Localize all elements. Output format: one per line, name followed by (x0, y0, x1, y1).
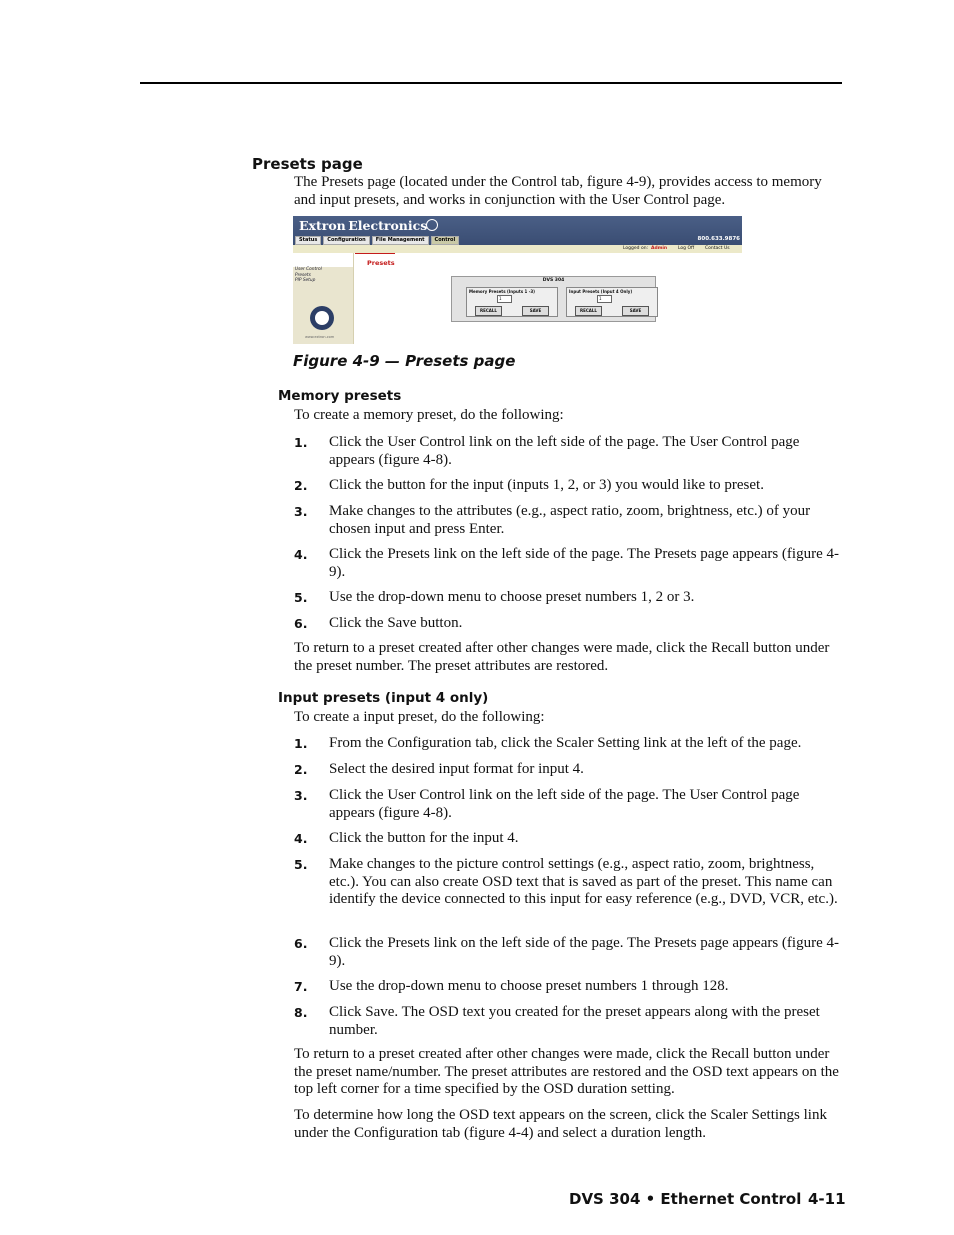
contact-us-link[interactable]: Contact Us (705, 246, 730, 251)
figure-status-bar (293, 245, 742, 253)
memory-recall-button[interactable]: RECALL (475, 306, 502, 316)
step-number: 3. (294, 504, 308, 519)
figure-page-title: Presets (367, 259, 395, 267)
input-step (294, 735, 844, 753)
step-text: Click Save. The OSD text you created for the preset appears along with the preset number. (329, 1004, 820, 1038)
input-presets-heading: Input presets (input 4 only) (278, 690, 489, 706)
figure-tabs (295, 236, 459, 245)
tab-control[interactable]: Control (431, 236, 460, 245)
step-number: 8. (294, 1005, 308, 1020)
logged-on-user: Admin (651, 246, 668, 251)
step-number: 6. (294, 616, 308, 631)
step-text: Click the Save button. (329, 615, 463, 631)
step-text: Select the desired input format for input 4. (329, 761, 584, 777)
memory-presets-group (466, 287, 558, 317)
memory-presets-heading: Memory presets (278, 388, 402, 404)
tab-configuration[interactable]: Configuration (323, 236, 369, 245)
step-text: Click the User Control link on the left side of the page. The User Control page appears (figure 4-8). (329, 434, 800, 468)
memory-presets-label: Memory Presets (Inputs 1 -3) (469, 289, 535, 294)
memory-step (294, 503, 844, 538)
step-text: Click the Presets link on the left side of the page. The Presets page appears (figure 4-9). (329, 935, 839, 969)
figure-phone: 800.633.9876 (697, 236, 740, 242)
memory-step (294, 615, 844, 633)
input-step (294, 935, 844, 970)
memory-intro: To create a memory preset, do the following: (294, 407, 564, 423)
step-number: 1. (294, 736, 308, 751)
step-text: Use the drop-down menu to choose preset numbers 1, 2 or 3. (329, 589, 695, 605)
figure-banner (293, 216, 742, 245)
memory-step (294, 546, 844, 581)
input-step (294, 761, 844, 779)
memory-save-button[interactable]: SAVE (522, 306, 549, 316)
step-text: Click the Presets link on the left side of the page. The Presets page appears (figure 4-9). (329, 546, 839, 580)
section-title: Presets page (252, 155, 363, 173)
input-save-button[interactable]: SAVE (622, 306, 649, 316)
intro-paragraph: The Presets page (located under the Control tab, figure 4-9), provides access to memory and input presets, and works in conjunction with the User Control page. (294, 174, 822, 208)
tab-status[interactable]: Status (295, 236, 321, 245)
presets-page-figure (293, 216, 742, 344)
step-text: Click the User Control link on the left side of the page. The User Control page appears (figure 4-8). (329, 787, 800, 821)
input-step (294, 787, 844, 822)
step-text: Make changes to the picture control settings (e.g., aspect ratio, zoom, brightness, etc.). You can also create OSD text that is saved as part of the preset. This name can identify the device connected to this input for easy reference (e.g., DVD, VCR, etc.). (329, 856, 838, 908)
step-number: 2. (294, 762, 308, 777)
input-presets-group (566, 287, 658, 317)
input-outro-duration: To determine how long the OSD text appears on the screen, click the Scaler Settings link under the Configuration tab (figure 4-4) and select a duration length. (294, 1107, 827, 1141)
website-url: www.extron.com (305, 335, 335, 339)
input-outro-recall: To return to a preset created after other changes were made, click the Recall button under the preset name/number. The preset attributes are restored and the OSD text appears on the top left corner for a time specified by the OSD duration setting. (294, 1046, 839, 1098)
step-text: Click the button for the input (inputs 1, 2, or 3) you would like to preset. (329, 477, 764, 493)
step-number: 2. (294, 478, 308, 493)
title-underline (355, 253, 395, 254)
step-number: 7. (294, 979, 308, 994)
step-number: 1. (294, 435, 308, 450)
step-number: 6. (294, 936, 308, 951)
memory-step (294, 434, 844, 469)
sidebar-item-user-control[interactable]: User Control (295, 267, 322, 272)
figure-caption: Figure 4-9 — Presets page (293, 352, 516, 370)
step-number: 5. (294, 857, 308, 872)
memory-step (294, 589, 844, 607)
step-text: Click the button for the input 4. (329, 830, 519, 846)
input-step (294, 856, 844, 909)
logged-on-label: Logged on: (623, 246, 649, 251)
sidebar-item-presets[interactable]: Presets (295, 272, 311, 278)
footer-page-number: 4-11 (808, 1190, 846, 1208)
input-step (294, 978, 844, 996)
header-rule (140, 82, 842, 84)
input-recall-button[interactable]: RECALL (575, 306, 602, 316)
input-step (294, 1004, 844, 1039)
log-off-link[interactable]: Log Off (678, 246, 695, 251)
step-number: 4. (294, 831, 308, 846)
step-text: Use the drop-down menu to choose preset numbers 1 through 128. (329, 978, 729, 994)
step-number: 4. (294, 547, 308, 562)
step-text: From the Configuration tab, click the Scaler Setting link at the left of the page. (329, 735, 802, 751)
extron-logo-icon-large (310, 306, 334, 330)
footer-doc-title: DVS 304 • Ethernet Control (569, 1190, 802, 1208)
sidebar-item-pip-setup[interactable]: PIP Setup (295, 278, 316, 283)
step-number: 5. (294, 590, 308, 605)
tab-file-management[interactable]: File Management (372, 236, 429, 245)
step-number: 3. (294, 788, 308, 803)
input-preset-select[interactable]: 1 (597, 295, 612, 303)
presets-panel (451, 276, 656, 322)
memory-outro: To return to a preset created after other changes were made, click the Recall button under the preset number. The preset attributes are restored. (294, 640, 830, 674)
input-intro: To create a input preset, do the following: (294, 709, 545, 725)
figure-sidebar (293, 253, 354, 344)
extron-logo-icon (426, 219, 438, 231)
figure-brand: Extron Electronics (299, 218, 428, 233)
memory-preset-select[interactable]: 1 (497, 295, 512, 303)
input-step (294, 830, 844, 848)
input-presets-label: Input Presets (Input 4 Only) (569, 289, 633, 294)
memory-step (294, 477, 844, 495)
step-text: Make changes to the attributes (e.g., aspect ratio, zoom, brightness, etc.) of your chosen input and press Enter. (329, 503, 811, 537)
panel-title: DVS 304 (542, 278, 565, 283)
